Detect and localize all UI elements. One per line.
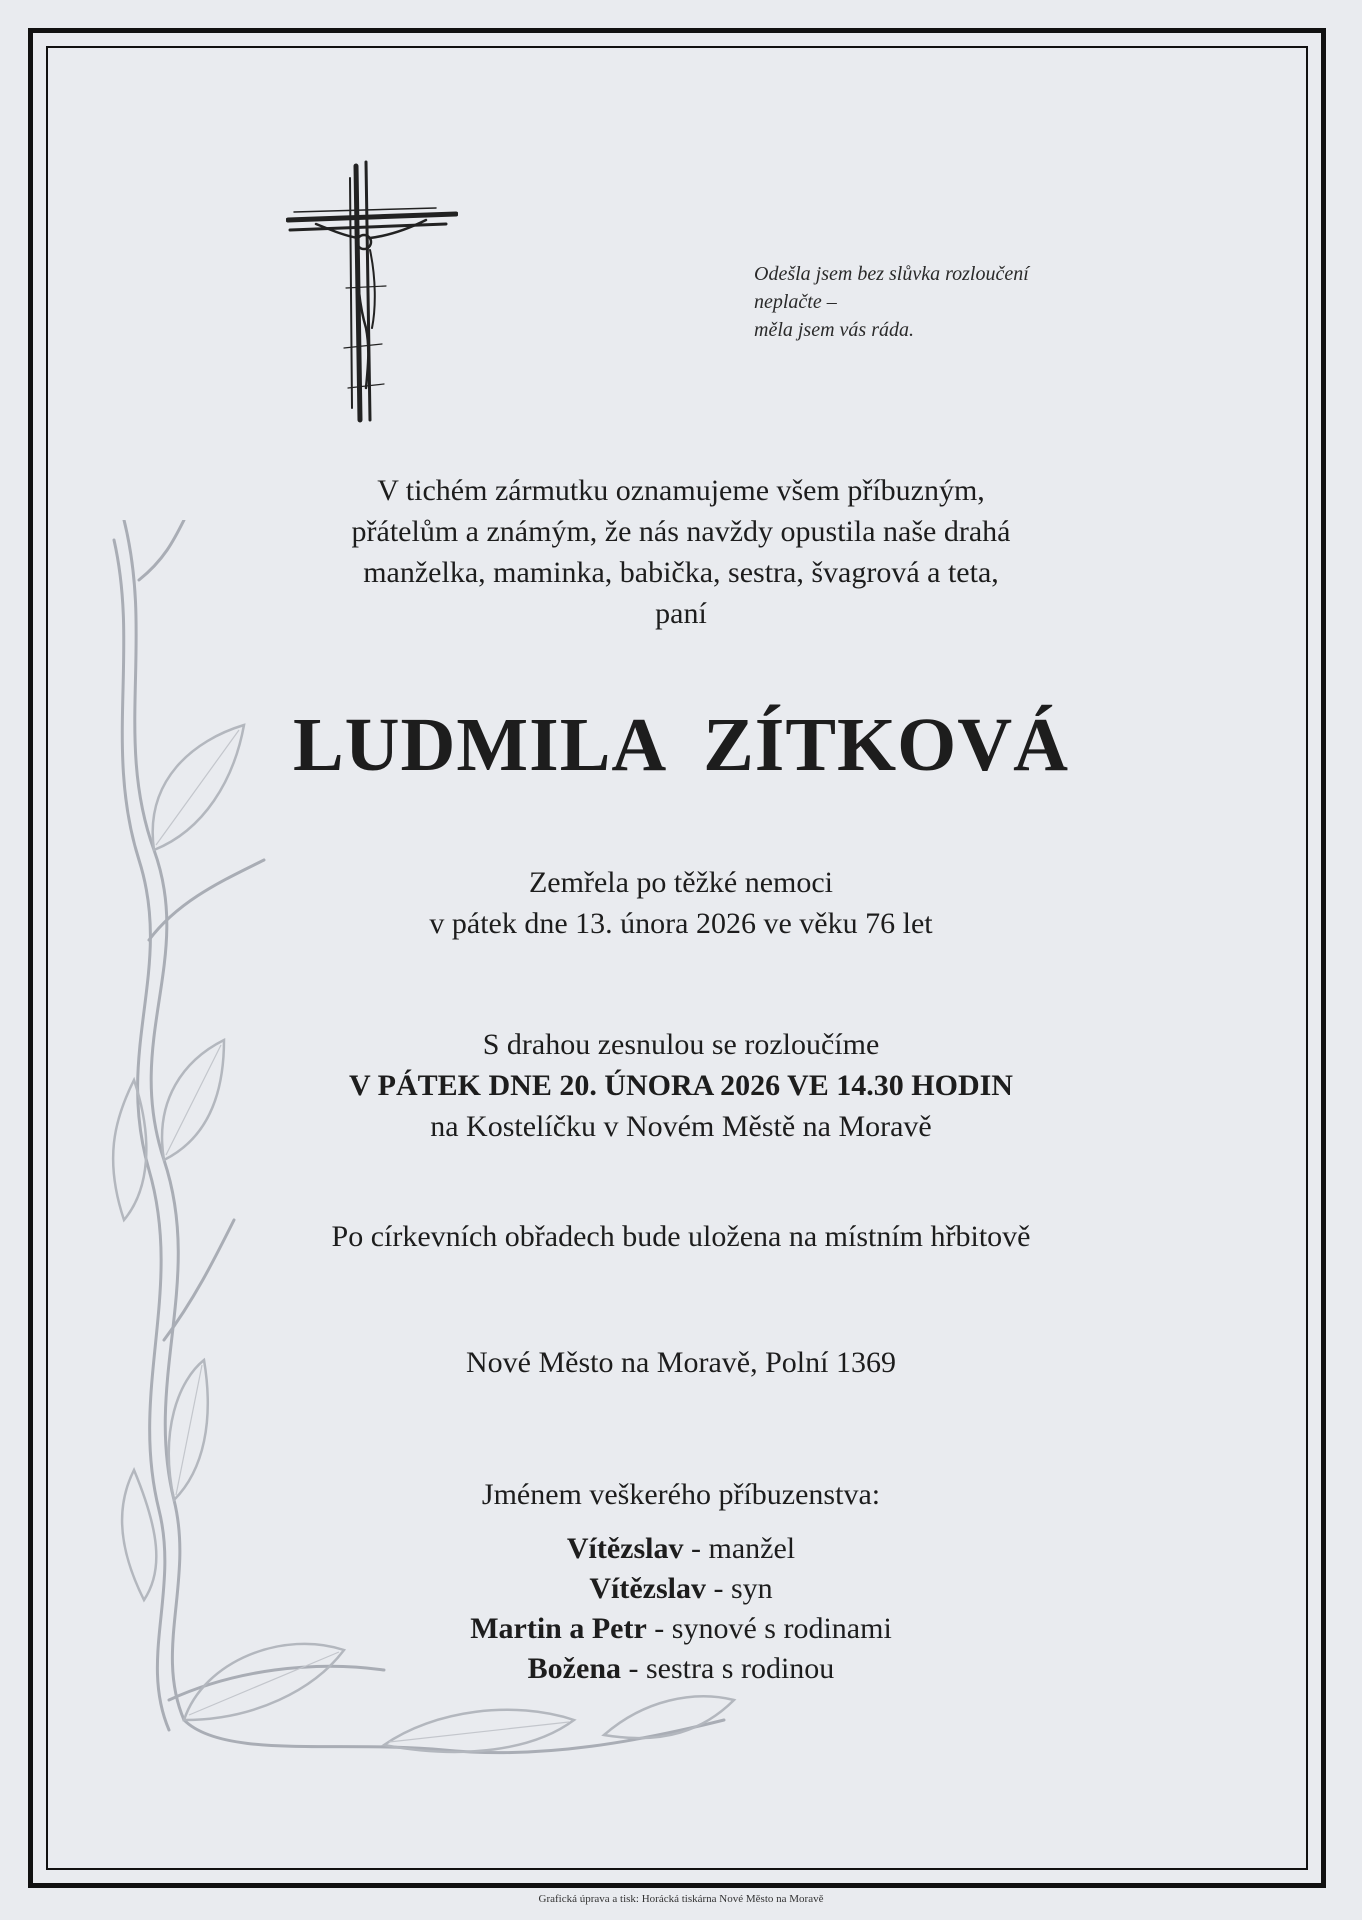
on-behalf-heading: Jménem veškerého příbuzenstva: — [481, 1478, 881, 1511]
relative-relation: manžel — [708, 1532, 796, 1565]
printer-credit: Grafická úprava a tisk: Horácká tiskárna Nové Město na Moravě — [538, 1893, 824, 1905]
announcement-line: přátelům a známým, že nás navždy opustila naše drahá — [351, 515, 1011, 548]
death-line: v pátek dne 13. února 2026 ve věku 76 let — [429, 907, 933, 940]
farewell-intro: S drahou zesnulou se rozloučíme — [482, 1028, 880, 1061]
relative-name: Božena — [527, 1652, 621, 1685]
relative-item: Božena - sestra s rodinou — [527, 1652, 835, 1685]
relative-relation: synové s rodinami — [671, 1612, 892, 1645]
announcement-line: V tichém zármutku oznamujeme všem příbuzným, — [377, 474, 985, 507]
death-line: Zemřela po těžké nemoci — [528, 866, 833, 899]
relative-relation: syn — [730, 1572, 773, 1605]
quote-line: měla jsem vás ráda. — [754, 319, 914, 341]
quote-line: neplačte – — [754, 291, 837, 313]
relative-relation: sestra s rodinou — [646, 1652, 835, 1685]
deceased-name: LUDMILA ZÍTKOVÁ — [292, 703, 1070, 787]
address: Nové Město na Moravě, Polní 1369 — [466, 1346, 896, 1379]
farewell-location: na Kostelíčku v Novém Městě na Moravě — [430, 1110, 932, 1143]
farewell-ceremony — [0, 1024, 1362, 1147]
relative-name: Martin a Petr — [470, 1612, 647, 1645]
announcement-text — [0, 470, 1362, 634]
announcement-line: manželka, maminka, babička, sestra, švagrová a teta, — [363, 556, 999, 589]
relative-name: Vítězslav — [589, 1572, 706, 1605]
relative-name: Vítězslav — [566, 1532, 684, 1565]
farewell-quote — [754, 260, 1114, 344]
relative-item: Martin a Petr - synové s rodinami — [470, 1612, 892, 1645]
announcement-line: paní — [655, 597, 707, 630]
burial-info: Po církevních obřadech bude uložena na místním hřbitově — [331, 1220, 1031, 1253]
relatives-list — [0, 1529, 1362, 1689]
quote-line: Odešla jsem bez slůvka rozloučení — [754, 263, 1029, 285]
death-info — [0, 862, 1362, 944]
relative-item: Vítězslav - manžel — [566, 1532, 796, 1565]
farewell-datetime: V PÁTEK DNE 20. ÚNORA 2026 VE 14.30 HODIN — [349, 1069, 1013, 1102]
relative-item: Vítězslav - syn — [589, 1572, 773, 1605]
crucifix-icon — [286, 158, 458, 426]
